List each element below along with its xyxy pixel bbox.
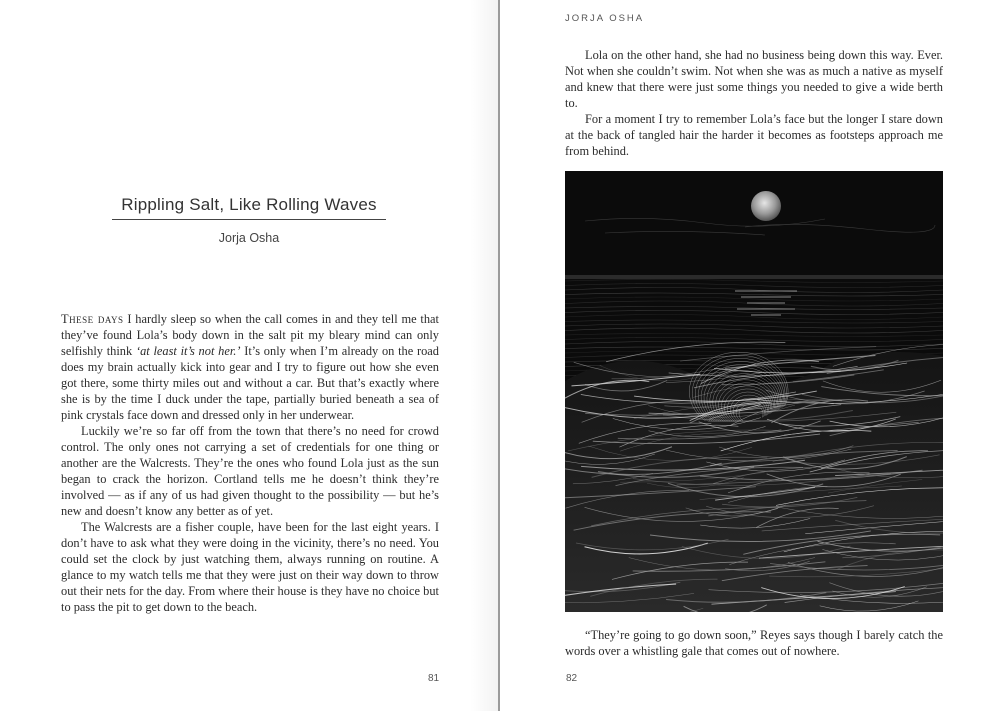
right-body-text: [565, 47, 943, 159]
running-head: JORJA OSHA: [565, 13, 645, 24]
story-title: Rippling Salt, Like Rolling Waves: [121, 195, 377, 214]
italic-thought: ‘at least it’s not her.’: [135, 344, 241, 358]
paragraph: The Walcrests are a fisher couple, have been for the last eight years. I don’t have to ask what they were doing in the vicinity, there’s no need. You could set the clock by just watching them, always running on routine. A glance to my watch tells me that they were just on their way down to throw out their nets for the day. From where their house is they have no choice but to pass the pit to get down to the beach.: [61, 520, 439, 614]
paragraph: [61, 311, 439, 423]
page-number: 81: [428, 673, 440, 684]
paragraph-text: I hardly sleep so when the call comes in and they tell me that they’ve found Lola’s body down in the salt pit my bleary mind can only selfishly think: [61, 312, 439, 358]
paragraph-text: It’s only when I’m already on the road does my brain actually kick into gear and I try to figure out how she even got there, some thirty miles out and without a car. But that’s exactly where she is by the time I duck under the tape, partially buried beneath a sea of pink crystals face down and dressed only in her underwear.: [61, 344, 439, 422]
left-body-text: [61, 311, 439, 615]
paragraph: Luckily we’re so far off from the town that there’s no need for crowd control. The only ones not carrying a set of credentials for one thing or another are the Walcrests. They’re the ones who found Lola just as the sun began to crack the horizon. Cortland tells me he doesn’t think they’re involved — as if any of us had given thought to the possibility — but he’s new and doesn’t know any better as of yet.: [61, 424, 439, 518]
opening-smallcaps: These days: [61, 312, 124, 326]
left-page: [0, 0, 498, 711]
story-author: Jorja Osha: [218, 231, 280, 245]
page-number: 82: [566, 673, 578, 684]
moonlit-waves-illustration: [565, 171, 943, 612]
moon-icon: [751, 191, 781, 221]
paragraph: Lola on the other hand, she had no business being down this way. Ever. Not when she couldn’t swim. Not when she was as much a native as myself and knew that there were just some things you needed to give a wide berth to.: [565, 48, 943, 110]
right-body-text-bottom: [565, 627, 943, 659]
title-divider: [112, 219, 386, 220]
gutter-shadow: [470, 0, 498, 711]
paragraph: “They’re going to go down soon,” Reyes says though I barely catch the words over a whistling gale that comes out of nowhere.: [565, 628, 943, 658]
paragraph: For a moment I try to remember Lola’s face but the longer I stare down at the back of tangled hair the harder it becomes as footsteps approach me from behind.: [565, 112, 943, 158]
